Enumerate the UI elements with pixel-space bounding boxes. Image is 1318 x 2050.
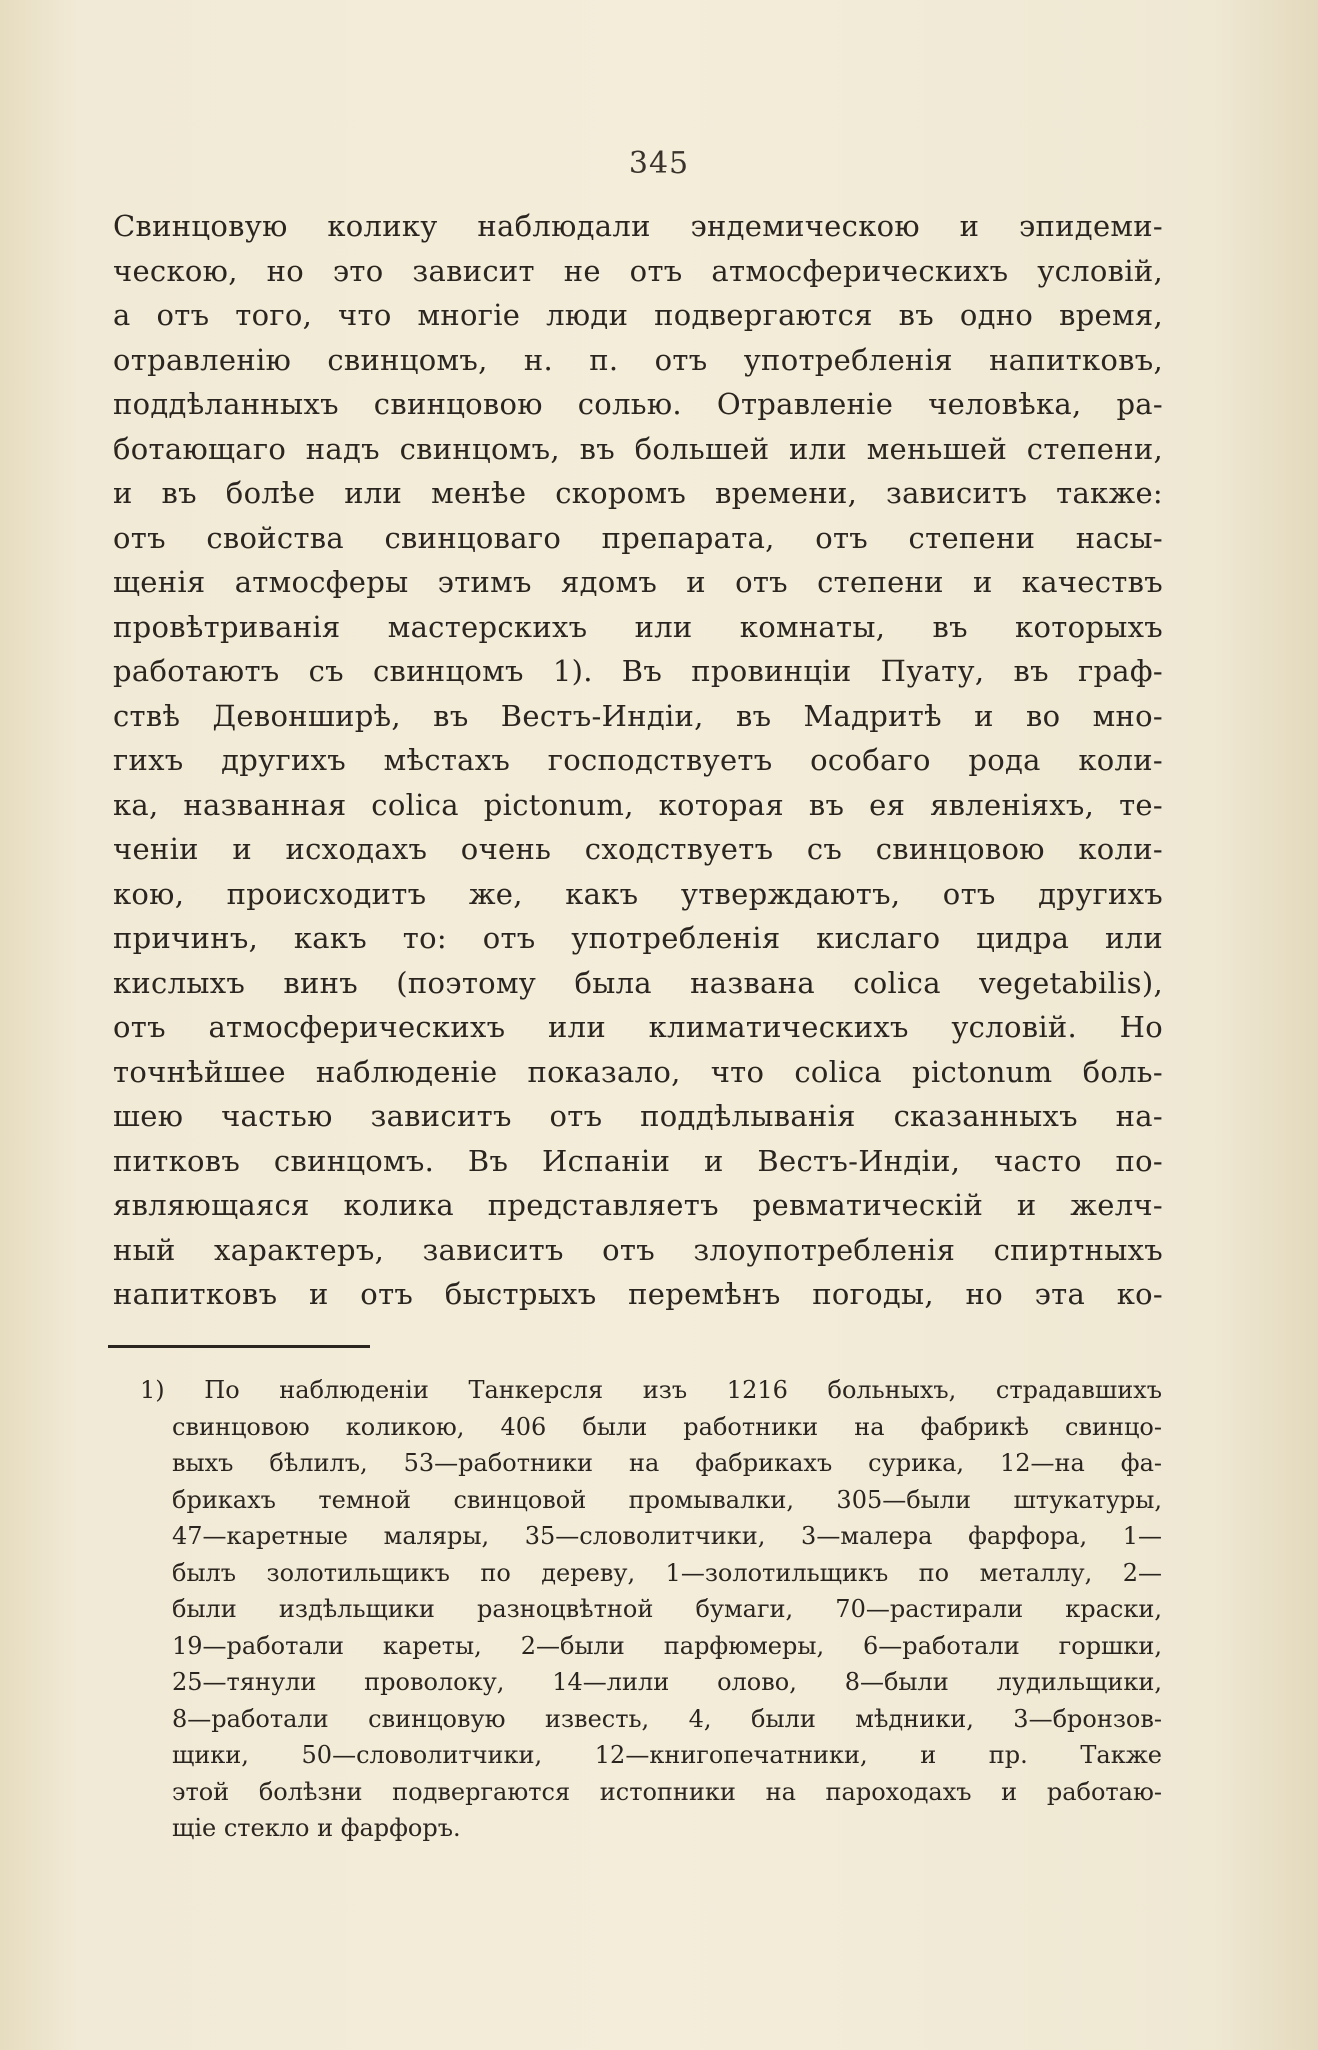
- footnote-line: 1) По наблюденiи Танкерсля изъ 1216 больныхъ, страдавшихъ: [140, 1376, 1162, 1404]
- footnote-line: 8—работали свинцовую известь, 4, были мѣдники, 3—бронзов-: [172, 1704, 1162, 1733]
- text-line: являющаяся колика представляетъ ревматическiй и желч-: [113, 1188, 1163, 1222]
- footnote-line: 25—тянули проволоку, 14—лили олово, 8—были лудильщики,: [172, 1668, 1162, 1696]
- footnote-line: 47—каретные маляры, 35—словолитчики, 3—малера фарфора, 1—: [172, 1522, 1162, 1550]
- text-line: напитковъ и отъ быстрыхъ перемѣнъ погоды, но эта ко-: [113, 1277, 1163, 1311]
- text-line: ный характеръ, зависитъ отъ злоупотребленiя спиртныхъ: [113, 1232, 1163, 1267]
- text-line: а отъ того, что многiе люди подвергаются въ одно время,: [113, 298, 1163, 332]
- footnote-line: этой болѣзни подвергаются истопники на пароходахъ и работаю-: [172, 1777, 1162, 1806]
- footnote-line: щики, 50—словолитчики, 12—книгопечатники, и пр. Также: [172, 1741, 1162, 1769]
- text-line: ченiи и исходахъ очень сходствуетъ съ свинцовою коли-: [113, 832, 1163, 866]
- text-line: отравленiю свинцомъ, н. п. отъ употребленiя напитковъ,: [113, 342, 1163, 377]
- text-line: питковъ свинцомъ. Въ Испанiи и Вестъ-Индiи, часто по-: [113, 1143, 1163, 1178]
- footnote-line: выхъ бѣлилъ, 53—работники на фабрикахъ сурика, 12—на фа-: [172, 1449, 1162, 1477]
- footnote-line: свинцовою коликою, 406 были работники на фабрикѣ свинцо-: [172, 1412, 1162, 1441]
- page-number: 345: [628, 146, 690, 181]
- text-line: ка, названная colica pictonum, которая въ ея явленiяхъ, те-: [113, 787, 1163, 822]
- text-line: щенiя атмосферы этимъ ядомъ и отъ степени и качествъ: [113, 565, 1163, 599]
- text-line: отъ атмосферическихъ или климатическихъ условiй. Но: [113, 1010, 1163, 1044]
- text-line: точнѣйшее наблюденiе показало, что colica pictonum боль-: [113, 1054, 1163, 1089]
- text-line: шею частью зависитъ отъ поддѣлыванiя сказанныхъ на-: [113, 1099, 1163, 1133]
- text-line: кою, происходитъ же, какъ утверждаютъ, отъ другихъ: [113, 876, 1163, 911]
- text-line: работаютъ съ свинцомъ 1). Въ провинцiи Пуату, въ граф-: [113, 654, 1163, 688]
- text-line: провѣтриванiя мастерскихъ или комнаты, въ которыхъ: [113, 609, 1163, 644]
- footnote-line: брикахъ темной свинцовой промывалки, 305—были штукатуры,: [172, 1485, 1162, 1514]
- footnote-line: были издѣльщики разноцвѣтной бумаги, 70—растирали краски,: [172, 1595, 1162, 1623]
- text-line: гихъ другихъ мѣстахъ господствуетъ особаго рода коли-: [113, 743, 1163, 777]
- footnote-divider: [108, 1345, 370, 1348]
- text-line: ческою, но это зависит не отъ атмосферическихъ условiй,: [113, 253, 1163, 288]
- text-line: поддѣланныхъ свинцовою солью. Отравленiе человѣка, ра-: [113, 387, 1163, 421]
- text-line: отъ свойства свинцоваго препарата, отъ степени насы-: [113, 520, 1163, 555]
- text-line: Свинцовую колику наблюдали эндемическою и эпидеми-: [113, 209, 1163, 243]
- text-line: причинъ, какъ то: отъ употребленiя кислаго цидра или: [113, 921, 1163, 955]
- footnote-line: 19—работали кареты, 2—были парфюмеры, 6—работали горшки,: [172, 1631, 1162, 1660]
- text-line: ботающаго надъ свинцомъ, въ большей или меньшей степени,: [113, 431, 1163, 466]
- footnote: [140, 1372, 1162, 1847]
- text-line: ствѣ Девонширѣ, въ Вестъ-Индiи, въ Мадритѣ и во мно-: [113, 698, 1163, 733]
- footnote-line: щiе стекло и фарфоръ.: [172, 1814, 461, 1842]
- text-line: кислыхъ винъ (поэтому была названа colica vegetabilis),: [113, 965, 1163, 1000]
- text-line: и въ болѣе или менѣе скоромъ времени, зависитъ также:: [113, 476, 1163, 510]
- main-text: [113, 204, 1163, 1317]
- footnote-line: былъ золотильщикъ по дереву, 1—золотильщикъ по металлу, 2—: [172, 1558, 1162, 1587]
